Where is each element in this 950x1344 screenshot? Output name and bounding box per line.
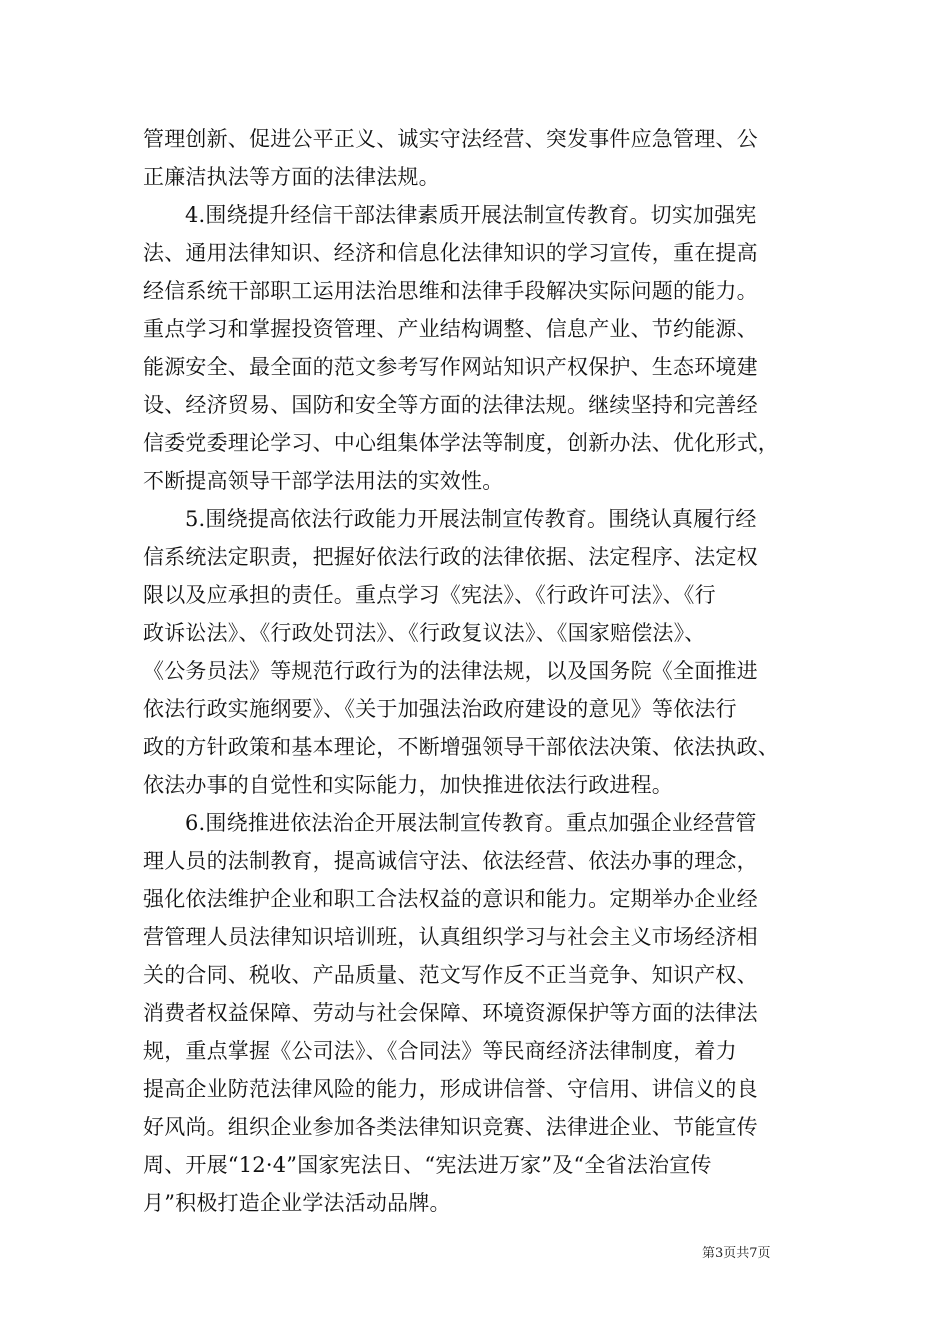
- text-line: 好风尚。组织企业参加各类法律知识竞赛、法律进企业、节能宣传: [143, 1115, 758, 1139]
- text-line: 设、经济贸易、国防和安全等方面的法律法规。继续坚持和完善经: [143, 393, 758, 417]
- text-line: 营管理人员法律知识培训班，认真组织学习与社会主义市场经济相: [143, 925, 758, 949]
- text-line: 消费者权益保障、劳动与社会保障、环境资源保护等方面的法律法: [143, 1001, 758, 1025]
- page-number-footer: 第3页共7页: [702, 1246, 771, 1261]
- text-line: 信委党委理论学习、中心组集体学法等制度，创新办法、优化形式，: [143, 431, 779, 455]
- text-line: 《公务员法》等规范行政行为的法律法规，以及国务院《全面推进: [143, 659, 758, 683]
- text-line: 规，重点掌握《公司法》、《合同法》等民商经济法律制度，着力: [143, 1039, 737, 1063]
- text-line: 依法办事的自觉性和实际能力，加快推进依法行政进程。: [143, 773, 673, 797]
- text-line: 政诉讼法》、《行政处罚法》、《行政复议法》、《国家赔偿法》、: [143, 621, 706, 645]
- text-line: 能源安全、最全面的范文参考写作网站知识产权保护、生态环境建: [143, 355, 758, 379]
- text-line: 关的合同、税收、产品质量、范文写作反不正当竞争、知识产权、: [143, 963, 758, 987]
- text-line: 经信系统干部职工运用法治思维和法律手段解决实际问题的能力。: [143, 279, 758, 303]
- paragraph-5-start: 5.围绕提高依法行政能力开展法制宣传教育。围绕认真履行经: [185, 507, 757, 531]
- text-line: 理人员的法制教育，提高诚信守法、依法经营、依法办事的理念，: [143, 849, 758, 873]
- paragraph-6-start: 6.围绕推进依法治企开展法制宣传教育。重点加强企业经营管: [185, 811, 757, 835]
- text-line: 管理创新、促进公平正义、诚实守法经营、突发事件应急管理、公: [143, 127, 758, 151]
- text-line: 提高企业防范法律风险的能力，形成讲信誉、守信用、讲信义的良: [143, 1077, 758, 1101]
- text-line: 月”积极打造企业学法活动品牌。: [143, 1191, 451, 1215]
- text-line: 重点学习和掌握投资管理、产业结构调整、信息产业、节约能源、: [143, 317, 758, 341]
- text-line: 周、开展“12·4”国家宪法日、“宪法进万家”及“全省法治宣传: [143, 1153, 712, 1177]
- text-line: 正廉洁执法等方面的法律法规。: [143, 165, 440, 189]
- text-line: 不断提高领导干部学法用法的实效性。: [143, 469, 504, 493]
- text-line: 信系统法定职责，把握好依法行政的法律依据、法定程序、法定权: [143, 545, 758, 569]
- text-line: 强化依法维护企业和职工合法权益的意识和能力。定期举办企业经: [143, 887, 758, 911]
- text-line: 法、通用法律知识、经济和信息化法律知识的学习宣传，重在提高: [143, 241, 758, 265]
- text-line: 政的方针政策和基本理论，不断增强领导干部依法决策、依法执政、: [143, 735, 779, 759]
- paragraph-4-start: 4.围绕提升经信干部法律素质开展法制宣传教育。切实加强宪: [185, 203, 757, 227]
- text-line: 限以及应承担的责任。重点学习《宪法》、《行政许可法》、《行: [143, 583, 716, 607]
- text-line: 依法行政实施纲要》、《关于加强法治政府建设的意见》等依法行: [143, 697, 737, 721]
